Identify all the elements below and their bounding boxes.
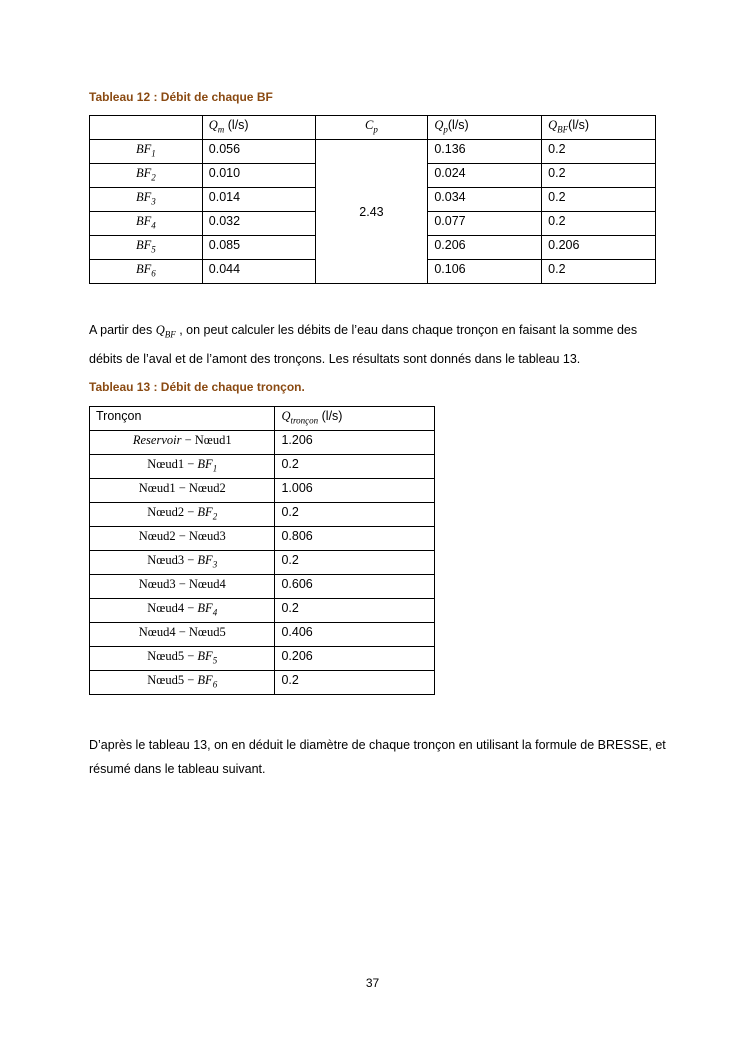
table13 bbox=[89, 406, 435, 695]
qp-cell: 0.136 bbox=[428, 140, 542, 164]
qm-cell: 0.032 bbox=[202, 212, 315, 236]
qbf-cell: 0.2 bbox=[542, 212, 656, 236]
table13-row bbox=[90, 431, 435, 455]
debit-cell: 1.006 bbox=[275, 479, 435, 503]
debit-cell: 0.606 bbox=[275, 575, 435, 599]
header-troncon: Tronçon bbox=[90, 407, 275, 431]
table13-row bbox=[90, 455, 435, 479]
qm-cell: 0.010 bbox=[202, 164, 315, 188]
qp-cell: 0.024 bbox=[428, 164, 542, 188]
debit-cell: 0.2 bbox=[275, 551, 435, 575]
table13-row bbox=[90, 551, 435, 575]
troncon-cell: Nœud4 − Nœud5 bbox=[90, 623, 275, 647]
troncon-cell: Nœud5 − $BF_6$ bbox=[90, 671, 275, 695]
header-qtroncon: $Q_{tronçon}$ (l/s) bbox=[275, 407, 435, 431]
troncon-cell: Reservoir − Nœud1 bbox=[90, 431, 275, 455]
qm-cell: 0.056 bbox=[202, 140, 315, 164]
table13-row bbox=[90, 575, 435, 599]
table13-caption: Tableau 13 : Débit de chaque tronçon. bbox=[89, 380, 305, 394]
table12 bbox=[89, 115, 656, 284]
qp-cell: 0.034 bbox=[428, 188, 542, 212]
troncon-cell: Nœud1 − Nœud2 bbox=[90, 479, 275, 503]
troncon-cell: Nœud4 − $BF_4$ bbox=[90, 599, 275, 623]
cp-value-cell: 2.43 bbox=[315, 140, 428, 284]
table13-row bbox=[90, 479, 435, 503]
table12-row bbox=[90, 140, 656, 164]
qp-cell: 0.206 bbox=[428, 236, 542, 260]
header-cp: $C_p$ bbox=[315, 116, 428, 140]
bf-label-cell: $BF_1$ bbox=[90, 140, 203, 164]
troncon-cell: Nœud3 − $BF_3$ bbox=[90, 551, 275, 575]
debit-cell: 0.2 bbox=[275, 671, 435, 695]
paragraph-1: A partir des $Q_{BF}$ , on peut calculer les débits de l’eau dans chaque tronçon en faisant la somme des débits de l’aval et de l’amont des tronçons. Les résultats sont donnés dans le tableau 13. bbox=[89, 323, 638, 366]
header-empty-cell bbox=[90, 116, 203, 140]
table13-row bbox=[90, 599, 435, 623]
qbf-cell: 0.2 bbox=[542, 140, 656, 164]
table13-row bbox=[90, 527, 435, 551]
table12-header-row bbox=[90, 116, 656, 140]
paragraph-2: D’après le tableau 13, on en déduit le diamètre de chaque tronçon en utilisant la formule de BRESSE, et résumé dans le tableau suivant. bbox=[89, 738, 666, 776]
qbf-cell: 0.2 bbox=[542, 188, 656, 212]
table13-row bbox=[90, 671, 435, 695]
qbf-cell: 0.2 bbox=[542, 164, 656, 188]
table12-caption: Tableau 12 : Débit de chaque BF bbox=[89, 90, 273, 104]
qp-cell: 0.077 bbox=[428, 212, 542, 236]
debit-cell: 0.2 bbox=[275, 599, 435, 623]
qbf-cell: 0.206 bbox=[542, 236, 656, 260]
debit-cell: 1.206 bbox=[275, 431, 435, 455]
troncon-cell: Nœud5 − $BF_5$ bbox=[90, 647, 275, 671]
qp-cell: 0.106 bbox=[428, 260, 542, 284]
troncon-cell: Nœud1 − $BF_1$ bbox=[90, 455, 275, 479]
debit-cell: 0.206 bbox=[275, 647, 435, 671]
qm-cell: 0.085 bbox=[202, 236, 315, 260]
debit-cell: 0.806 bbox=[275, 527, 435, 551]
page-number: 37 bbox=[365, 976, 380, 990]
bf-label-cell: $BF_3$ bbox=[90, 188, 203, 212]
debit-cell: 0.406 bbox=[275, 623, 435, 647]
debit-cell: 0.2 bbox=[275, 503, 435, 527]
qm-cell: 0.044 bbox=[202, 260, 315, 284]
debit-cell: 0.2 bbox=[275, 455, 435, 479]
bf-label-cell: $BF_6$ bbox=[90, 260, 203, 284]
qbf-cell: 0.2 bbox=[542, 260, 656, 284]
table13-header-row bbox=[90, 407, 435, 431]
bf-label-cell: $BF_2$ bbox=[90, 164, 203, 188]
table13-row bbox=[90, 623, 435, 647]
qm-cell: 0.014 bbox=[202, 188, 315, 212]
table13-row bbox=[90, 503, 435, 527]
troncon-cell: Nœud2 − $BF_2$ bbox=[90, 503, 275, 527]
header-qm: $Q_m$ (l/s) bbox=[202, 116, 315, 140]
header-qbf: $Q_{BF}(l/s)$ bbox=[542, 116, 656, 140]
header-qp: $Q_p(l/s)$ bbox=[428, 116, 542, 140]
bf-label-cell: $BF_5$ bbox=[90, 236, 203, 260]
troncon-cell: Nœud3 − Nœud4 bbox=[90, 575, 275, 599]
table13-row bbox=[90, 647, 435, 671]
troncon-cell: Nœud2 − Nœud3 bbox=[90, 527, 275, 551]
bf-label-cell: $BF_4$ bbox=[90, 212, 203, 236]
